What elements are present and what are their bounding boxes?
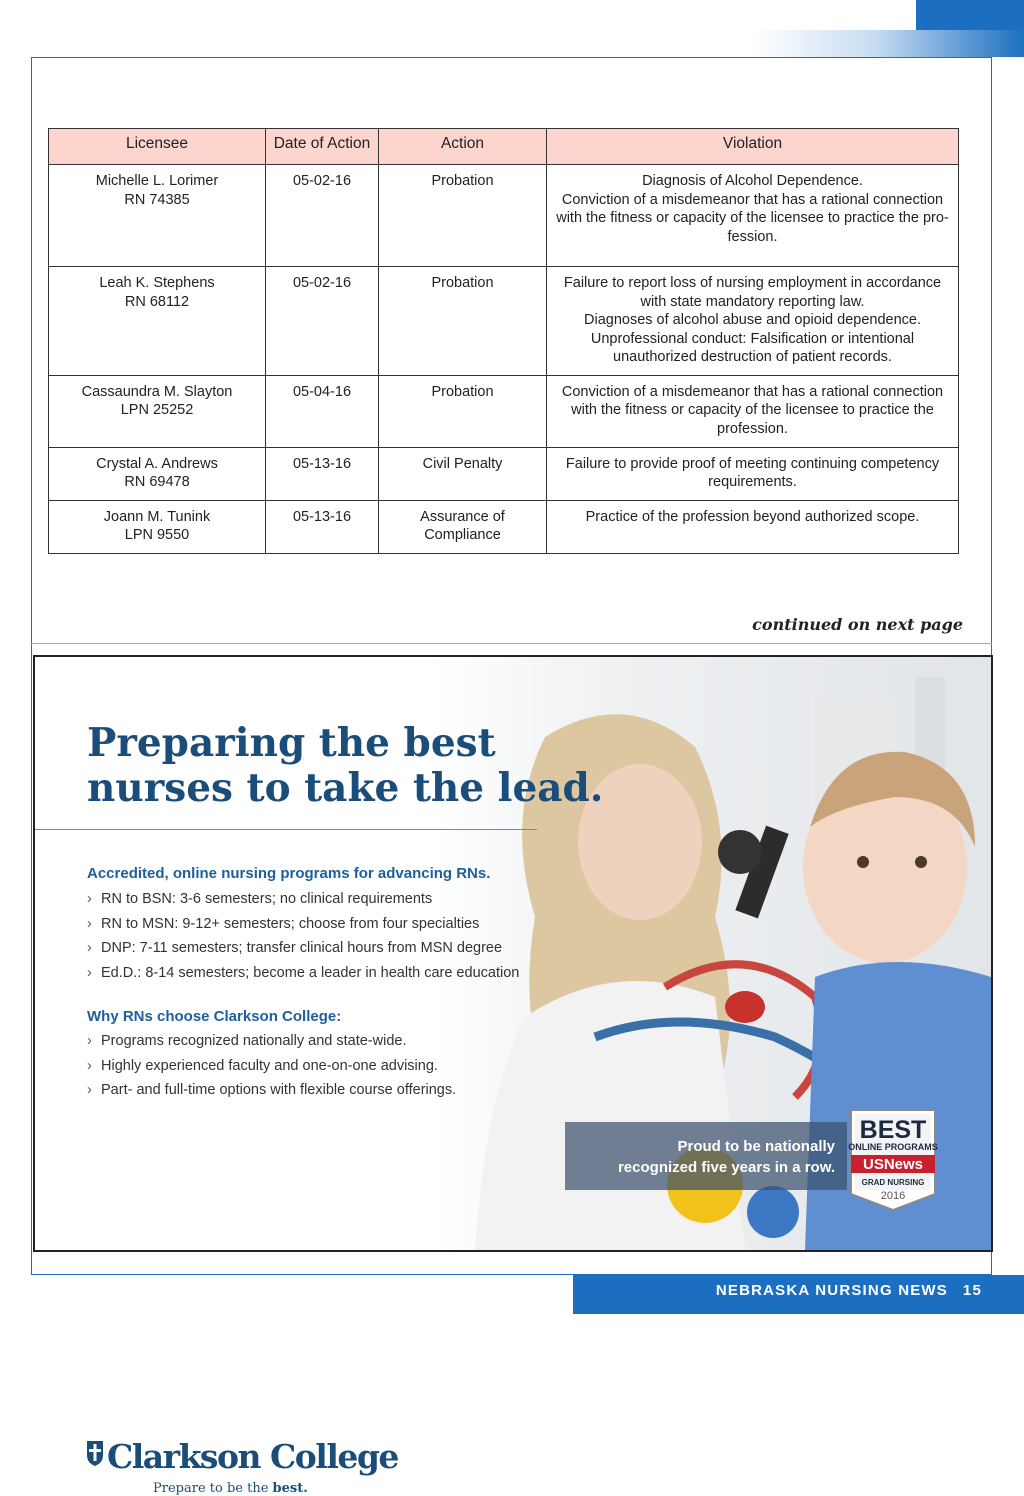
license-number: LPN 9550	[124, 527, 190, 543]
violation-text: Conviction of a misdemeanor that has a rational connection with the fitness or capacity of the licensee to practice the profession.	[561, 383, 944, 437]
list-item: › Ed.D.: 8-14 semesters; become a leader in health care education	[87, 961, 519, 986]
licensee-cell	[49, 375, 266, 447]
shield-cross-icon	[85, 1439, 105, 1467]
licensee-name: Joann M. Tunink	[103, 508, 211, 525]
recognition-text: Proud to be nationally recognized five years in a row.	[617, 1138, 835, 1176]
date-cell: 05-04-16	[266, 375, 379, 447]
chevron-right-icon: ›	[87, 915, 92, 932]
date-cell: 05-02-16	[266, 165, 379, 267]
action-cell: Probation	[379, 375, 547, 447]
logo-tagline: Prepare to be the best.	[153, 1481, 308, 1496]
footer-bar	[573, 1275, 1024, 1314]
logo-row	[85, 1437, 398, 1479]
badge-best: BEST	[859, 1116, 927, 1144]
violation-cell	[547, 447, 959, 500]
list-item: › Programs recognized nationally and state-wide.	[87, 1029, 456, 1054]
table-row	[49, 267, 959, 376]
list-item: › RN to MSN: 9-12+ semesters; choose from four specialties	[87, 912, 519, 937]
publication-title: NEBRASKA NURSING NEWS	[715, 1282, 948, 1299]
licensee-cell	[49, 165, 266, 267]
action-cell: Probation	[379, 165, 547, 267]
header-date-of-action: Date of Action	[266, 129, 379, 165]
date-cell: 05-13-16	[266, 447, 379, 500]
violation-text: Failure to provide proof of meeting continuing competency requirements.	[565, 455, 940, 490]
recognition-banner	[565, 1122, 847, 1190]
chevron-right-icon: ›	[87, 1033, 92, 1049]
section-divider	[31, 643, 992, 644]
violation-cell	[547, 500, 959, 553]
us-news-best-programs-badge	[849, 1108, 937, 1212]
licensee-cell	[49, 447, 266, 500]
badge-usnews: USNews	[862, 1156, 924, 1173]
why-list	[87, 1029, 456, 1103]
header-violation: Violation	[547, 129, 959, 165]
headline-line: Preparing the best	[87, 720, 496, 766]
chevron-right-icon: ›	[87, 940, 92, 957]
violation-text: Diagnoses of alcohol abuse and opioid dependence.	[584, 312, 921, 328]
action-cell: Assurance of Compliance	[379, 500, 547, 553]
licensee-name: Michelle L. Lorimer	[95, 173, 219, 189]
violation-text: Unprofessional conduct: Falsification or intentional unauthorized destruction of patient records.	[590, 330, 915, 365]
disciplinary-actions-table	[48, 128, 959, 554]
licensee-name: Leah K. Stephens	[99, 275, 215, 291]
table-row	[49, 447, 959, 500]
badge-year: 2016	[880, 1190, 906, 1202]
chevron-right-icon: ›	[87, 964, 92, 981]
header-gradient-bar	[754, 30, 1024, 57]
list-item: › RN to BSN: 3-6 semesters; no clinical requirements	[87, 887, 519, 912]
list-item: › DNP: 7-11 semesters; transfer clinical hours from MSN degree	[87, 936, 519, 961]
table-row	[49, 375, 959, 447]
logo-name: Clarkson College	[107, 1437, 398, 1476]
list-item: › Highly experienced faculty and one-on-one advising.	[87, 1054, 456, 1079]
corner-accent-block	[916, 0, 1024, 30]
list-item: › Part- and full-time options with flexible course offerings.	[87, 1078, 456, 1103]
header-action: Action	[379, 129, 547, 165]
license-number: LPN 25252	[120, 402, 194, 418]
table-header-row	[49, 129, 959, 165]
violation-cell	[547, 375, 959, 447]
licensee-cell	[49, 500, 266, 553]
licensee-name: Cassaundra M. Slayton	[81, 383, 233, 400]
license-number: RN 68112	[124, 293, 190, 310]
date-cell: 05-13-16	[266, 500, 379, 553]
programs-list	[87, 887, 519, 985]
license-number: RN 74385	[124, 191, 190, 208]
table-row	[49, 165, 959, 267]
header-licensee: Licensee	[49, 129, 266, 165]
badge-grad: GRAD NURSING	[861, 1178, 925, 1187]
violation-text: Practice of the profession beyond authorized scope.	[585, 508, 920, 525]
action-cell: Civil Penalty	[379, 447, 547, 500]
page-number: 15	[962, 1282, 982, 1299]
badge-online: ONLINE PROGRAMS	[848, 1142, 938, 1152]
date-cell: 05-02-16	[266, 267, 379, 376]
chevron-right-icon: ›	[87, 891, 92, 907]
violation-text: Failure to report loss of nursing employment in accordance with state mandatory reporting law.	[563, 275, 942, 310]
violation-text: Conviction of a misdemeanor that has a rational connection with the fitness or capacity of the licensee to practice the pro-fession.	[556, 191, 949, 245]
action-cell: Probation	[379, 267, 547, 376]
headline-line: nurses to take the lead.	[87, 765, 604, 811]
chevron-right-icon: ›	[87, 1082, 92, 1099]
violation-text: Diagnosis of Alcohol Dependence.	[642, 173, 863, 189]
chevron-right-icon: ›	[87, 1057, 92, 1074]
licensee-cell	[49, 267, 266, 376]
programs-heading: Accredited, online nursing programs for advancing RNs.	[87, 865, 491, 882]
continued-note: continued on next page	[752, 615, 963, 634]
table-row	[49, 500, 959, 553]
licensee-name: Crystal A. Andrews	[96, 455, 218, 472]
violation-cell	[547, 165, 959, 267]
headline-rule	[35, 829, 537, 830]
violation-cell	[547, 267, 959, 376]
ad-headline	[87, 721, 603, 811]
license-number: RN 69478	[124, 474, 190, 490]
why-heading: Why RNs choose Clarkson College:	[87, 1008, 342, 1025]
